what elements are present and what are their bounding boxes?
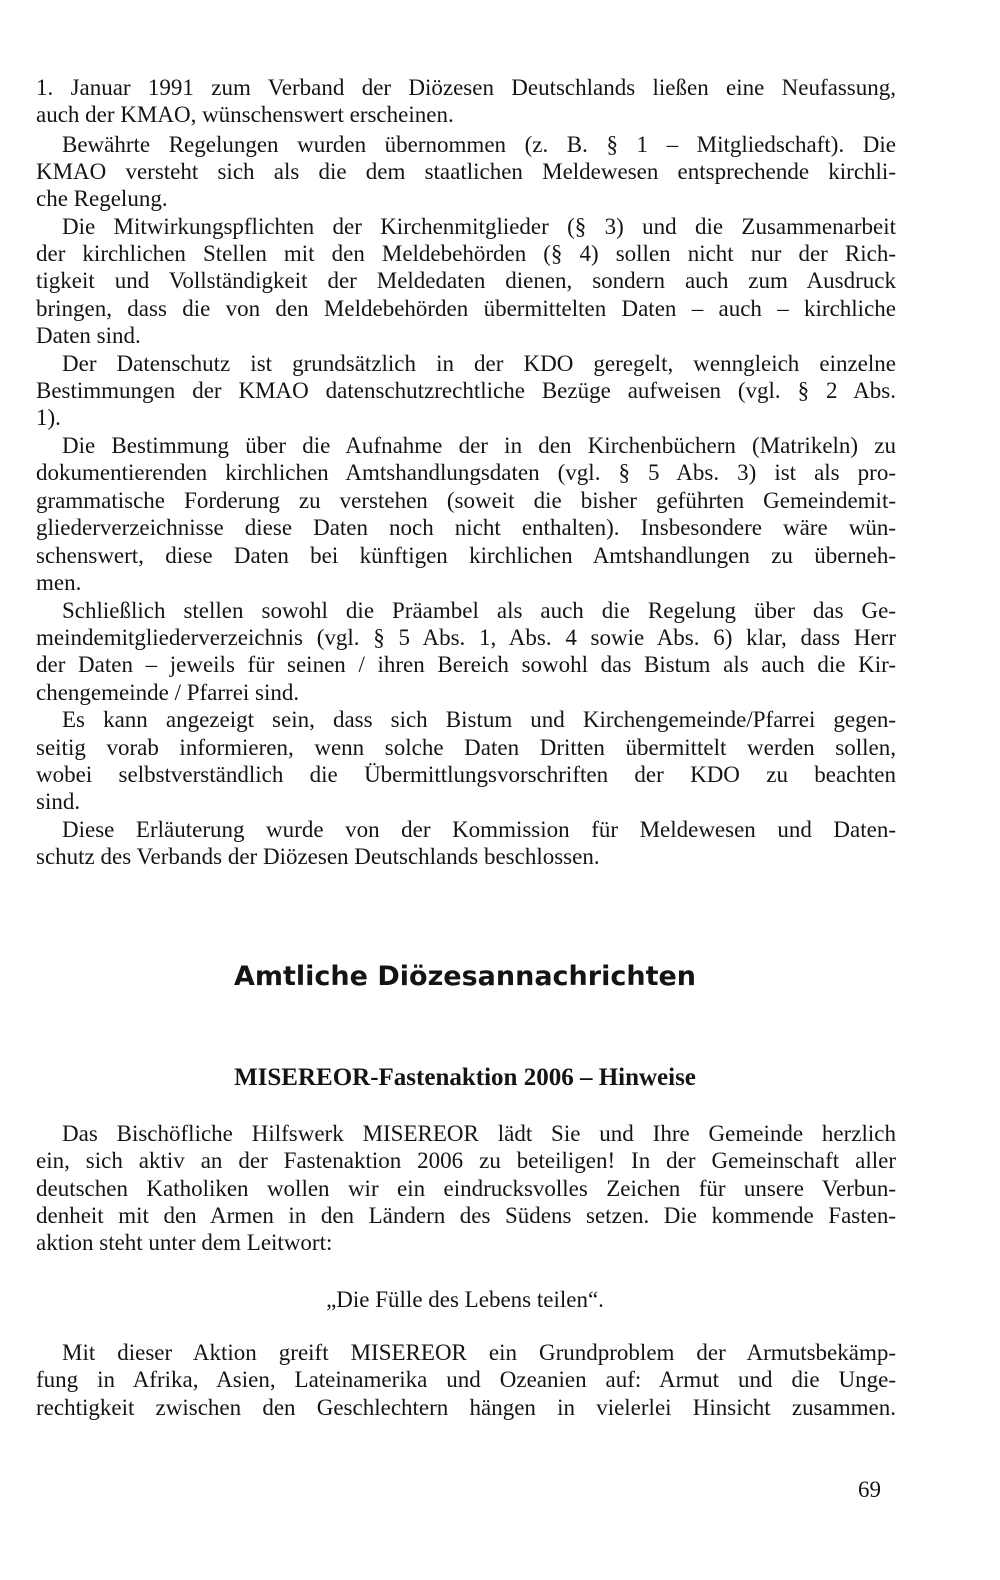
text-line: deutschen Katholiken wollen wir ein eindrucksvolles Zeichen für unsere Verbun- [36,1176,896,1201]
text-line: der Daten – jeweils für seinen / ihren Bereich sowohl das Bistum als auch die Kir- [36,652,896,677]
text-line: Die Mitwirkungspflichten der Kirchenmitglieder (§ 3) und die Zusammenarbeit [62,214,896,239]
section-heading: Amtliche Diözesannachrichten [233,961,697,992]
text-line: wobei selbstverständlich die Übermittlungsvorschriften der KDO zu beachten [36,762,896,787]
text-line: Der Datenschutz ist grundsätzlich in der KDO geregelt, wenngleich einzelne [62,351,896,376]
text-line: auch der KMAO, wünschenswert erscheinen. [36,102,454,127]
text-line: dokumentierenden kirchlichen Amtshandlungsdaten (vgl. § 5 Abs. 3) ist als pro- [36,460,896,485]
text-line: schutz des Verbands der Diözesen Deutschlands beschlossen. [36,844,600,869]
text-line: seitig vorab informieren, wenn solche Daten Dritten übermittelt werden sollen, [36,735,896,760]
text-line: Bewährte Regelungen wurden übernommen (z. B. § 1 – Mitgliedschaft). Die [62,132,896,157]
text-line: Daten sind. [36,323,141,348]
text-line: chengemeinde / Pfarrei sind. [36,680,300,705]
text-line: Bestimmungen der KMAO datenschutzrechtliche Bezüge aufweisen (vgl. § 2 Abs. [36,378,896,403]
text-line: 1. Januar 1991 zum Verband der Diözesen Deutschlands ließen eine Neufassung, [36,75,896,100]
article-title: MISEREOR-Fastenaktion 2006 – Hinweise [234,1064,696,1091]
text-line: sind. [36,789,81,814]
text-line: che Regelung. [36,186,168,211]
text-line: 1). [36,405,61,430]
text-line: aktion steht unter dem Leitwort: [36,1230,333,1255]
text-line: rechtigkeit zwischen den Geschlechtern hängen in vielerlei Hinsicht zusammen. [36,1395,896,1420]
text-line: meindemitgliederverzeichnis (vgl. § 5 Abs. 1, Abs. 4 sowie Abs. 6) klar, dass Herr [36,625,896,650]
text-line: schenswert, diese Daten bei künftigen kirchlichen Amtshandlungen zu überneh- [36,543,896,568]
text-line: grammatische Forderung zu verstehen (soweit die bisher geführten Gemeindemit- [36,488,896,513]
text-line: fung in Afrika, Asien, Lateinamerika und Ozeanien auf: Armut und die Unge- [36,1367,896,1392]
text-line: Das Bischöfliche Hilfswerk MISEREOR lädt Sie und Ihre Gemeinde herzlich [62,1121,896,1146]
text-line: ein, sich aktiv an der Fastenaktion 2006 zu beteiligen! In der Gemeinschaft aller [36,1148,896,1173]
text-line: Diese Erläuterung wurde von der Kommission für Meldewesen und Daten- [62,817,896,842]
text-line: bringen, dass die von den Meldebehörden übermittelten Daten – auch – kirchliche [36,296,896,321]
text-line: gliederverzeichnisse diese Daten noch nicht enthalten). Insbesondere wäre wün- [36,515,896,540]
text-line: men. [36,570,82,595]
text-line: tigkeit und Vollständigkeit der Meldedaten dienen, sondern auch zum Ausdruck [36,268,896,293]
text-line: Es kann angezeigt sein, dass sich Bistum und Kirchengemeinde/Pfarrei gegen- [62,707,896,732]
text-line: denheit mit den Armen in den Ländern des Südens setzen. Die kommende Fasten- [36,1203,896,1228]
text-line: Die Bestimmung über die Aufnahme der in den Kirchenbüchern (Matrikeln) zu [62,433,896,458]
motto-quote: „Die Fülle des Lebens teilen“. [326,1287,604,1312]
page-number: 69 [858,1477,881,1502]
text-line: der kirchlichen Stellen mit den Meldebehörden (§ 4) sollen nicht nur der Rich- [36,241,896,266]
text-line: Schließlich stellen sowohl die Präambel als auch die Regelung über das Ge- [62,598,896,623]
text-line: KMAO versteht sich als die dem staatlichen Meldewesen entsprechende kirchli- [36,159,896,184]
text-line: Mit dieser Aktion greift MISEREOR ein Grundproblem der Armutsbekämp- [62,1340,896,1365]
